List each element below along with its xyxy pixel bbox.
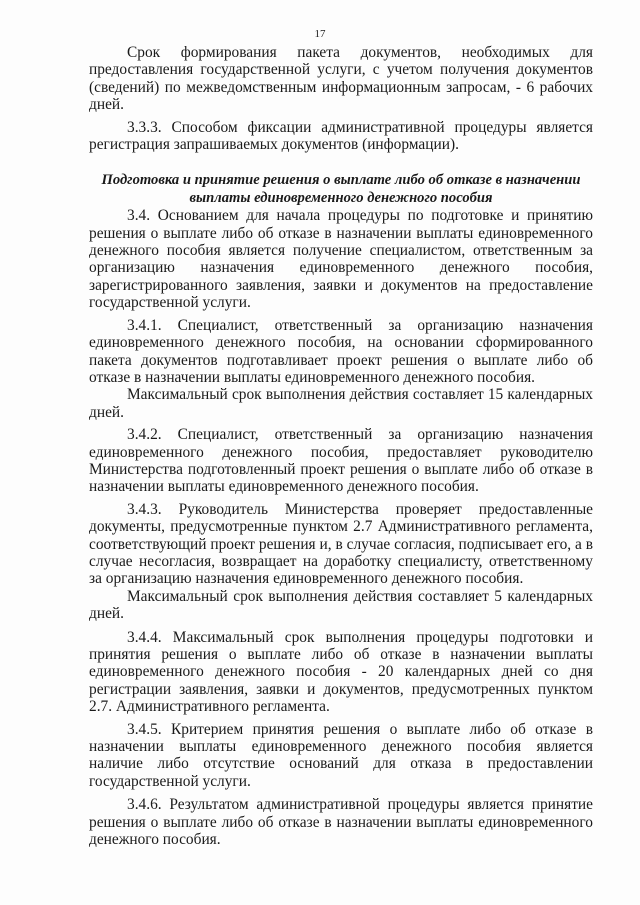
paragraph-3-4-4: 3.4.4. Максимальный срок выполнения процедуры подготовки и принятия решения о выплате либо об отказе в назначении выплаты единовременного денежного пособия - 20 календарных дней со дня регистрации заявления, заявки и документов, предусмотренных пунктом 2.7. Административного регламента.: [89, 628, 593, 716]
paragraph-3-3-3: 3.3.3. Способом фиксации административной процедуры является регистрация запрашиваемых документов (информации).: [89, 118, 593, 154]
paragraph-3-4-6: 3.4.6. Результатом административной процедуры является принятие решения о выплате либо об отказе в назначении выплаты единовременного денежного пособия.: [89, 796, 593, 849]
section-heading: Подготовка и принятие решения о выплате либо об отказе в назначении выплаты единовременного денежного пособия: [101, 172, 581, 206]
paragraph-3-4-1: 3.4.1. Специалист, ответственный за организацию назначения единовременного денежного пособия, на основании сформированного пакета документов подготавливает проект решения о выплате либо об отказе в назначении выплаты единовременного денежного пособия.: [89, 316, 593, 386]
paragraph-3-4-2: 3.4.2. Специалист, ответственный за организацию назначения единовременного денежного пособия, предоставляет руководителю Министерства подготовленный проект решения о выплате либо об отказе в назначении выплаты единовременного денежного пособия.: [89, 426, 593, 496]
page-content: [89, 44, 593, 848]
paragraph-term-5-days: Максимальный срок выполнения действия составляет 5 календарных дней.: [89, 587, 593, 623]
paragraph-document-package-term: Срок формирования пакета документов, необходимых для предоставления государственной услуги, с учетом получения документов (сведений) по межведомственным информационным запросам, - 6 рабочих дней.: [89, 44, 593, 114]
paragraph-3-4-5: 3.4.5. Критерием принятия решения о выплате либо об отказе в назначении выплаты единовременного денежного пособия является наличие либо отсутствие оснований для отказа в предоставлении государственной услуги.: [89, 720, 593, 790]
paragraph-3-4: 3.4. Основанием для начала процедуры по подготовке и принятию решения о выплате либо об отказе в назначении выплаты единовременного денежного пособия является получение специалистом, ответственным за организацию назначения единовременного денежного пособия, зарегистрированного заявления, заявки и документов на предоставление государственной услуги.: [89, 207, 593, 312]
paragraph-term-15-days: Максимальный срок выполнения действия составляет 15 календарных дней.: [89, 386, 593, 421]
paragraph-3-4-3: 3.4.3. Руководитель Министерства проверяет предоставленные документы, предусмотренные пунктом 2.7 Административного регламента, соответствующий проект решения и, в случае согласия, подписывает его, а в случае несогласия, возвращает на доработку специалисту, ответственному за организацию назначения единовременного денежного пособия.: [89, 500, 593, 588]
page-number: 17: [314, 28, 326, 40]
